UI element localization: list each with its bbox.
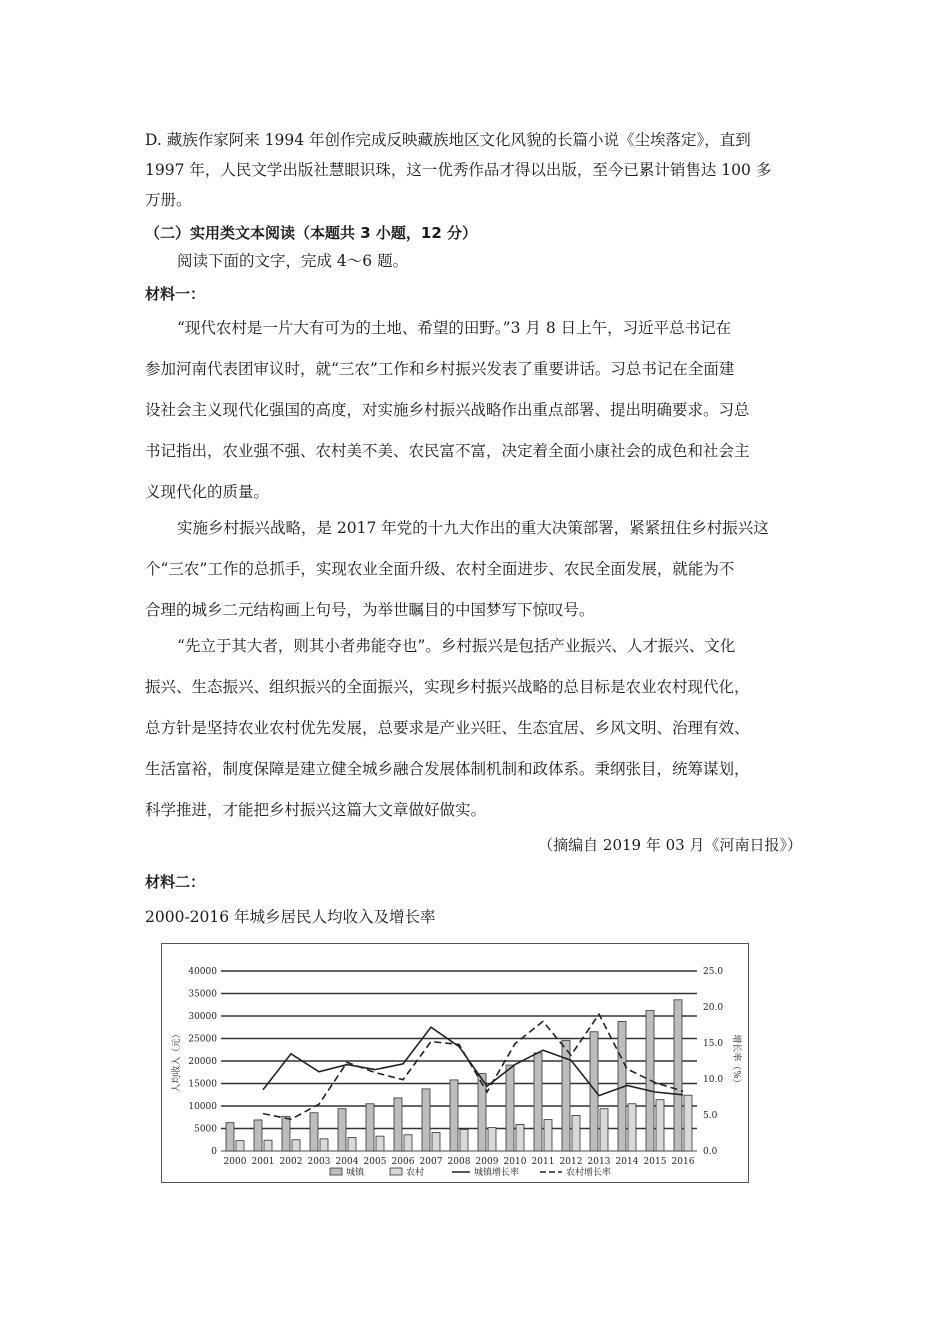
material-1-line: 振兴、生态振兴、组织振兴的全面振兴，实现乡村振兴战略的总目标是农业农村现代化， [145,678,750,696]
bar-rural [376,1136,384,1151]
bar-rural [656,1100,664,1151]
y2-tick-label: 15.0 [703,1039,724,1049]
bar-urban [422,1089,430,1151]
legend-label: 城镇 [346,1168,365,1178]
y2-axis-label: 增长率（%） [731,1034,741,1088]
income-chart-svg [162,944,748,1182]
y-tick-label: 5000 [194,1124,217,1135]
bar-rural [264,1140,272,1151]
x-tick-label: 2005 [363,1157,387,1167]
chart-title: 2000-2016 年城乡居民人均收入及增长率 [145,908,436,926]
x-tick-label: 2014 [615,1157,639,1167]
bar-rural [348,1138,356,1152]
y-tick-label: 40000 [188,967,217,977]
material-1-line: 设社会主义现代化强国的高度，对实施乡村振兴战略作出重点部署、提出明确要求。习总 [145,401,750,419]
bar-urban [254,1120,262,1151]
bar-rural [628,1104,636,1151]
y-tick-label: 0 [211,1147,217,1157]
x-tick-label: 2009 [475,1157,499,1167]
x-tick-label: 2007 [419,1157,443,1167]
x-tick-label: 2006 [391,1157,415,1167]
income-chart [161,943,749,1183]
bar-urban [478,1074,486,1151]
y-tick-label: 10000 [188,1102,217,1112]
material-1-line: 参加河南代表团审议时，就“三农”工作和乡村振兴发表了重要讲话。习总书记在全面建 [145,360,735,378]
bar-rural [432,1133,440,1151]
option-d-line-1: D. 藏族作家阿来 1994 年创作完成反映藏族地区文化风貌的长篇小说《尘埃落定》，直到 [145,131,751,149]
material-1-line: “先立于其大者，则其小者弗能夺也”。乡村振兴是包括产业振兴、人才振兴、文化 [177,637,736,655]
material-1-line: 科学推进，才能把乡村振兴这篇大文章做好做实。 [145,801,487,819]
bar-rural [488,1128,496,1151]
x-tick-label: 2001 [251,1157,275,1167]
bar-urban [450,1080,458,1151]
x-tick-label: 2003 [307,1157,331,1167]
material-1-line: 合理的城乡二元结构画上句号，为举世瞩目的中国梦写下惊叹号。 [145,601,595,619]
material-1-source: （摘编自 2019 年 03 月《河南日报》） [538,836,802,854]
material-1-line: 个“三农”工作的总抓手，实现农业全面升级、农村全面进步、农民全面发展，就能为不 [145,560,735,578]
y2-tick-label: 25.0 [703,967,724,977]
bar-rural [516,1124,524,1151]
x-tick-label: 2008 [447,1157,471,1167]
material-1-line: 书记指出，农业强不强、农村美不美、农民富不富，决定着全面小康社会的成色和社会主 [145,442,750,460]
bar-urban [590,1032,598,1151]
bar-urban [366,1104,374,1151]
bar-urban [226,1123,234,1151]
x-tick-label: 2002 [279,1157,303,1167]
x-tick-label: 2011 [531,1157,555,1167]
y-tick-label: 15000 [188,1079,217,1090]
option-d-line-3: 万册。 [145,191,192,209]
material-1-line: 义现代化的质量。 [145,483,270,501]
bar-rural [404,1135,412,1151]
bar-rural [684,1095,692,1151]
x-tick-label: 2016 [671,1157,695,1167]
bar-rural [236,1141,244,1151]
legend-swatch-urban [330,1168,342,1175]
bar-urban [674,1000,682,1151]
bar-rural [544,1120,552,1152]
x-tick-label: 2000 [223,1157,247,1167]
x-tick-label: 2012 [559,1157,583,1167]
bar-urban [534,1053,542,1151]
material-1-line: 生活富裕，制度保障是建立健全城乡融合发展体制机制和政体系。秉纲张目，统筹谋划， [145,760,750,778]
bar-rural [292,1140,300,1151]
bar-rural [600,1109,608,1151]
option-d-line-2: 1997 年，人民文学出版社慧眼识珠，这一优秀作品才得以出版，至今已累计销售达 100 多 [145,161,772,179]
section-instruction: 阅读下面的文字，完成 4～6 题。 [177,252,409,270]
y2-tick-label: 10.0 [703,1075,724,1085]
y-tick-label: 30000 [188,1012,217,1022]
x-tick-label: 2010 [503,1157,527,1167]
legend-label: 城镇增长率 [474,1168,520,1178]
material-1-label: 材料一： [145,285,206,303]
x-tick-label: 2013 [587,1157,611,1167]
bar-urban [394,1098,402,1151]
bar-urban [310,1113,318,1151]
legend-label: 农村 [406,1168,425,1178]
section-heading: （二）实用类文本阅读（本题共 3 小题，12 分） [145,224,477,242]
bar-urban [338,1109,346,1151]
x-tick-label: 2015 [643,1157,667,1167]
material-1-line: 实施乡村振兴战略，是 2017 年党的十九大作出的重大决策部署，紧紧扭住乡村振兴这 [177,519,769,537]
bar-urban [282,1116,290,1151]
legend-label: 农村增长率 [566,1168,612,1178]
y-tick-label: 25000 [188,1034,217,1045]
material-1-line: “现代农村是一片大有可为的土地、希望的田野。”3 月 8 日上午，习近平总书记在 [177,319,732,337]
legend-swatch-rural [390,1168,402,1175]
bar-rural [320,1139,328,1151]
bar-rural [572,1115,580,1151]
y-tick-label: 20000 [188,1057,217,1067]
material-1-line: 总方针是坚持农业农村优先发展，总要求是产业兴旺、生态宜居、乡风文明、治理有效、 [145,719,750,737]
x-tick-label: 2004 [335,1157,359,1167]
y2-tick-label: 0.0 [703,1147,718,1157]
y2-tick-label: 5.0 [703,1111,718,1121]
y2-tick-label: 20.0 [703,1003,724,1013]
bar-urban [506,1065,514,1151]
y-axis-label: 人均收入（元） [172,1029,182,1093]
material-2-label: 材料二： [145,873,206,891]
y-tick-label: 35000 [188,989,217,1000]
bar-rural [460,1129,468,1151]
